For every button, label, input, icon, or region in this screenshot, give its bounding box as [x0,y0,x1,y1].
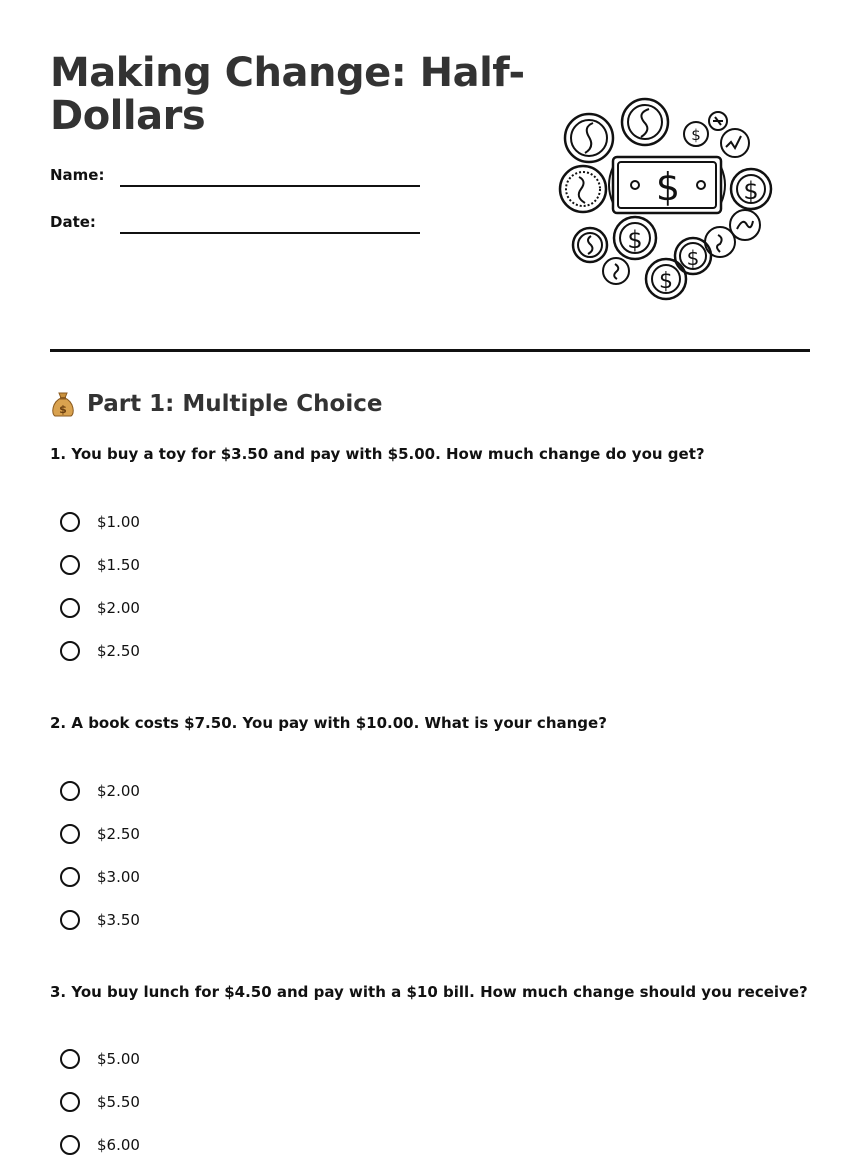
name-field [50,166,430,196]
section-heading [50,389,382,419]
option-label: $1.50 [97,556,140,574]
svg-text:$: $ [691,126,701,144]
radio-button[interactable] [60,1049,80,1069]
svg-text:$: $ [627,226,643,254]
answer-option[interactable] [60,595,140,621]
option-label: $3.50 [97,911,140,929]
option-label: $3.00 [97,868,140,886]
svg-text:$: $ [686,246,700,270]
option-label: $5.50 [97,1093,140,1111]
radio-button[interactable] [60,781,80,801]
option-label: $1.00 [97,513,140,531]
answer-option[interactable] [60,509,140,535]
section-divider [50,349,810,352]
radio-button[interactable] [60,867,80,887]
answer-option[interactable] [60,1046,140,1072]
radio-button[interactable] [60,512,80,532]
option-label: $2.50 [97,825,140,843]
option-label: $2.50 [97,642,140,660]
question-2: 2. A book costs $7.50. You pay with $10.00. What is your change? [50,714,607,732]
answer-option[interactable] [60,821,140,847]
name-blank-line[interactable] [120,185,420,187]
radio-button[interactable] [60,555,80,575]
radio-button[interactable] [60,824,80,844]
radio-button[interactable] [60,1092,80,1112]
answer-option[interactable] [60,552,140,578]
radio-button[interactable] [60,598,80,618]
date-blank-line[interactable] [120,232,420,234]
question-3: 3. You buy lunch for $4.50 and pay with a $10 bill. How much change should you receive? [50,983,808,1001]
radio-button[interactable] [60,910,80,930]
answer-option[interactable] [60,907,140,933]
date-field [50,213,430,243]
answer-option[interactable] [60,1089,140,1115]
svg-text:$: $ [59,403,67,416]
answer-option[interactable] [60,778,140,804]
date-label: Date: [50,213,96,231]
section-title: Part 1: Multiple Choice [87,391,383,417]
option-label: $5.00 [97,1050,140,1068]
question-1: 1. You buy a toy for $3.50 and pay with $5.00. How much change do you get? [50,445,705,463]
option-label: $6.00 [97,1136,140,1154]
money-bag-icon [50,390,76,418]
money-clipart-icon [555,95,775,310]
name-label: Name: [50,166,105,184]
svg-text:$: $ [743,177,759,205]
radio-button[interactable] [60,641,80,661]
answer-option[interactable] [60,1132,140,1158]
option-label: $2.00 [97,599,140,617]
answer-option[interactable] [60,864,140,890]
option-label: $2.00 [97,782,140,800]
answer-option[interactable] [60,638,140,664]
worksheet-title: Making Change: Half-Dollars [50,50,525,139]
radio-button[interactable] [60,1135,80,1155]
svg-text:$: $ [659,269,673,294]
svg-text:$: $ [655,165,681,209]
